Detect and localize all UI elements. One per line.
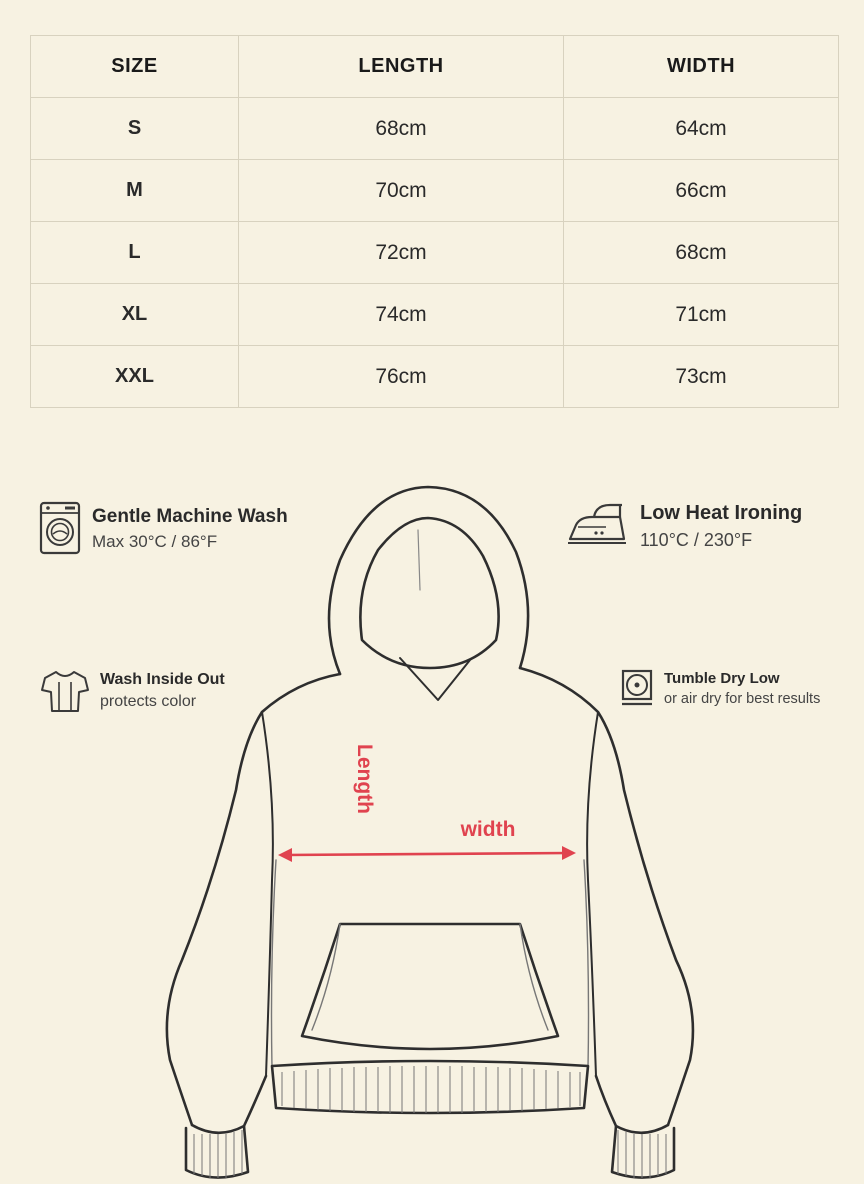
header-width: WIDTH: [564, 36, 839, 98]
length-cell: 76cm: [239, 346, 564, 408]
length-cell: 68cm: [239, 98, 564, 160]
ribbing-lines: [194, 1066, 666, 1178]
size-cell: XXL: [31, 346, 239, 408]
table-row: [31, 284, 839, 346]
size-cell: M: [31, 160, 239, 222]
care-wash-sub: Max 30°C / 86°F: [92, 532, 218, 551]
width-cell: 66cm: [564, 160, 839, 222]
care-inside-title: Wash Inside Out: [100, 671, 225, 688]
table-row: [31, 222, 839, 284]
hoodie-diagram: [150, 480, 710, 1184]
width-cell: 71cm: [564, 284, 839, 346]
table-row: [31, 160, 839, 222]
header-size: SIZE: [31, 36, 239, 98]
care-iron-sub: 110°C / 230°F: [640, 530, 753, 550]
care-dry-title: Tumble Dry Low: [664, 670, 780, 687]
washing-machine-icon: [38, 500, 82, 561]
hood-outline: [329, 487, 528, 674]
table-row: [31, 98, 839, 160]
width-cell: 64cm: [564, 98, 839, 160]
body-outline: [167, 674, 340, 1125]
care-iron-title: Low Heat Ironing: [640, 502, 803, 524]
table-row: [31, 346, 839, 408]
care-dry-sub: or air dry for best results: [664, 691, 821, 707]
header-length: LENGTH: [239, 36, 564, 98]
length-cell: 72cm: [239, 222, 564, 284]
width-cell: 73cm: [564, 346, 839, 408]
width-label: width: [460, 818, 516, 841]
width-arrow: [278, 846, 576, 862]
hood-opening: [360, 518, 498, 668]
table-header-row: [31, 36, 839, 98]
size-cell: S: [31, 98, 239, 160]
width-cell: 68cm: [564, 222, 839, 284]
length-label: Length: [353, 744, 376, 814]
care-inside-sub: protects color: [100, 693, 197, 710]
size-cell: XL: [31, 284, 239, 346]
length-cell: 70cm: [239, 160, 564, 222]
size-chart-table: [30, 35, 839, 408]
size-cell: L: [31, 222, 239, 284]
care-wash-title: Gentle Machine Wash: [92, 506, 288, 527]
tshirt-icon: [40, 668, 90, 719]
kangaroo-pocket: [302, 924, 558, 1049]
length-cell: 74cm: [239, 284, 564, 346]
waistband: [272, 1061, 588, 1113]
